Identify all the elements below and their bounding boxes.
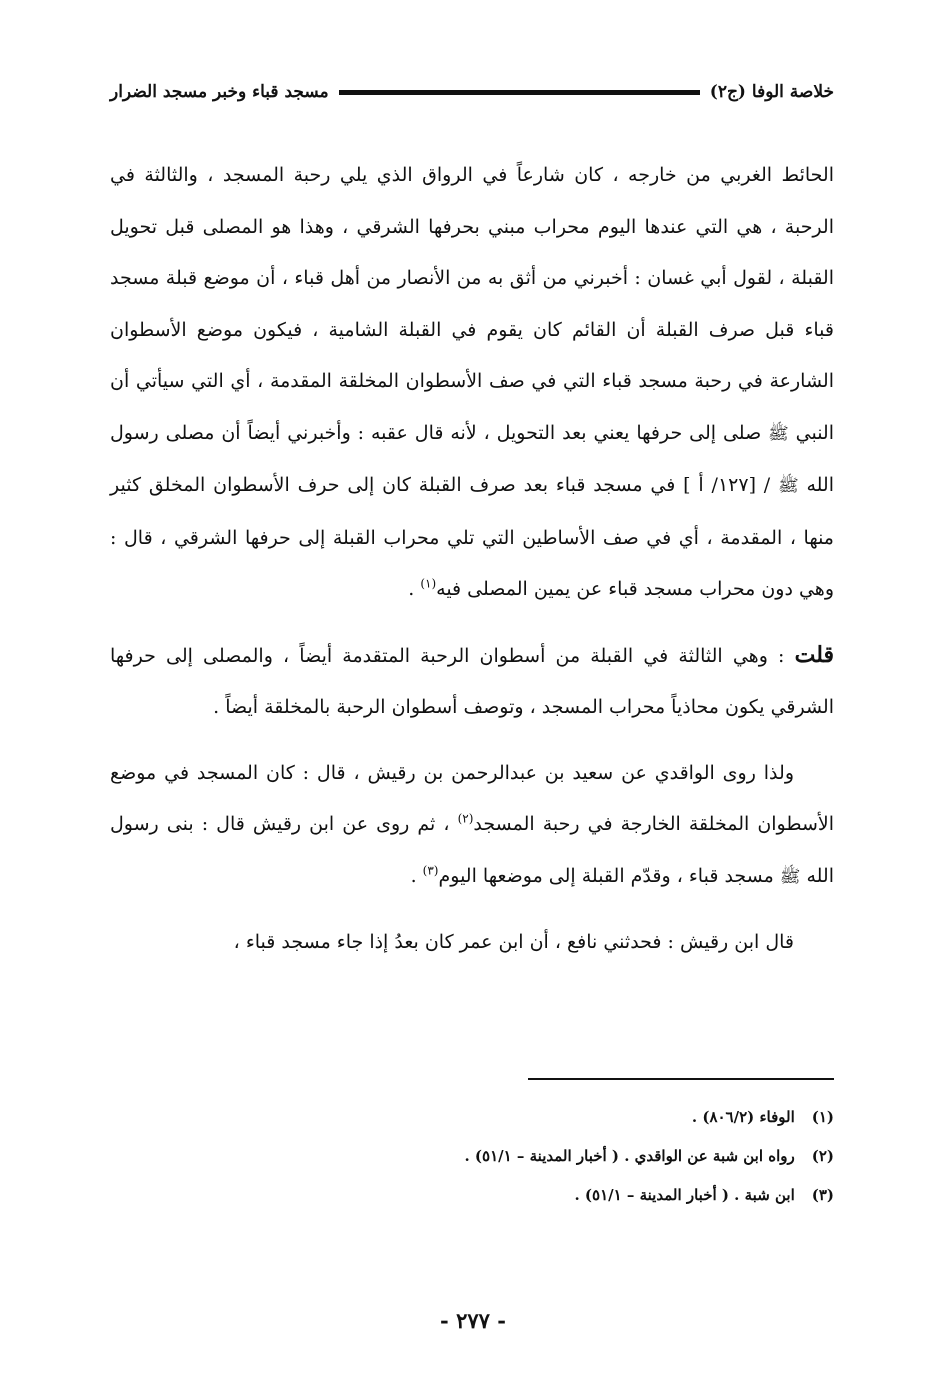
footnote-number: (٢)	[811, 1147, 834, 1165]
paragraph-1-text-b: صلى إلى حرفها يعني بعد التحويل ، لأنه قال عقبه : وأخبرني أيضاً أن مصلى رسول الله	[110, 421, 834, 496]
footnote-separator	[528, 1078, 834, 1080]
paragraph-2-text: : وهي الثالثة في القبلة من أسطوان الرحبة المتقدمة أيضاً ، والمصلى إلى حرفها الشرقي يكون محاذياً محراب المسجد ، وتوصف أسطوان الرحبة بالمخلقة أيضاً .	[110, 644, 834, 718]
paragraph-end: .	[410, 864, 423, 887]
paragraph-1-text-c: / [١٢٧/ أ ] في مسجد قباء بعد صرف القبلة كان إلى حرف الأسطوان المخلق كثير منها ، المقدمة ، أي في صف الأساطين التي تلي محراب القبلة إلى حرفها الشرقي ، قال : وهي دون محراب مسجد قباء عن يمين المصلى فيه	[110, 474, 834, 600]
paragraph-3-text-c: مسجد قباء ، وقدّم القبلة إلى موضعها اليوم	[438, 864, 774, 887]
footnote-number: (٣)	[811, 1186, 834, 1204]
footnote-ref: (٢)	[457, 811, 474, 826]
main-text	[110, 150, 834, 969]
section-title: مسجد قباء وخبر مسجد الضرار	[110, 82, 329, 102]
footnotes	[110, 1098, 834, 1215]
footnote-item	[110, 1137, 834, 1176]
paragraph-2	[110, 630, 834, 734]
footnote-item	[110, 1176, 834, 1215]
footnote-text: ابن شبة . ( أخبار المدينة – ٥١/١) .	[574, 1186, 795, 1204]
paragraph-3-text: ولذا روى الواقدي عن سعيد بن عبدالرحمن بن رقيش ، قال : كان المسجد في موضع الأسطوان المخلقة الخارجة في رحبة المسجد	[110, 761, 834, 835]
paragraph-end: .	[408, 578, 421, 600]
honorific-glyph: ﷺ	[768, 423, 789, 444]
book-title: خلاصة الوفا (ج٢)	[709, 82, 834, 102]
running-header	[110, 72, 834, 112]
footnote-number: (١)	[811, 1108, 834, 1126]
paragraph-3-text-b: ، ثم روى عن ابن رقيش قال : بنى رسول الله	[110, 813, 834, 887]
paragraph-3	[110, 748, 834, 904]
paragraph-4-text: قال ابن رقيش : فحدثني نافع ، أن ابن عمر كان بعدُ إذا جاء مسجد قباء ،	[233, 931, 794, 953]
honorific-glyph: ﷺ	[778, 476, 799, 496]
page-number: - ٢٧٧ -	[440, 1308, 506, 1333]
footnote-ref: (١)	[420, 576, 437, 591]
header-rule	[339, 90, 700, 95]
footnote-item	[110, 1098, 834, 1137]
paragraph-1-text: الحائط الغربي من خارجه ، كان شارعاً في الرواق الذي يلي رحبة المسجد ، والثالثة في الرحبة ، هي التي عندها اليوم محراب مبني بحرفها الشرقي ، وهذا هو المصلى قبل تحويل القبلة ، لقول أبي غسان : أخبرني من أثق به من الأنصار من أهل قباء ، أن موضع قبلة مسجد قباء قبل صرف القبلة أن القائم كان يقوم في القبلة الشامية ، فيكون موضع الأسطوان الشارعة في رحبة مسجد قباء التي في صف الأسطوان المخلقة المقدمة ، أي التي سيأتي أن النبي	[110, 164, 834, 444]
footnote-text: رواه ابن شبة عن الواقدي . ( أخبار المدينة – ٥١/١) .	[464, 1147, 795, 1165]
paragraph-1	[110, 150, 834, 616]
honorific-glyph: ﷺ	[779, 866, 801, 887]
paragraph-4	[110, 917, 834, 969]
footnote-text: الوفاء (٨٠٦/٢) .	[691, 1108, 795, 1126]
footnote-ref: (٣)	[422, 863, 439, 878]
qult-label: قلت	[794, 641, 834, 668]
